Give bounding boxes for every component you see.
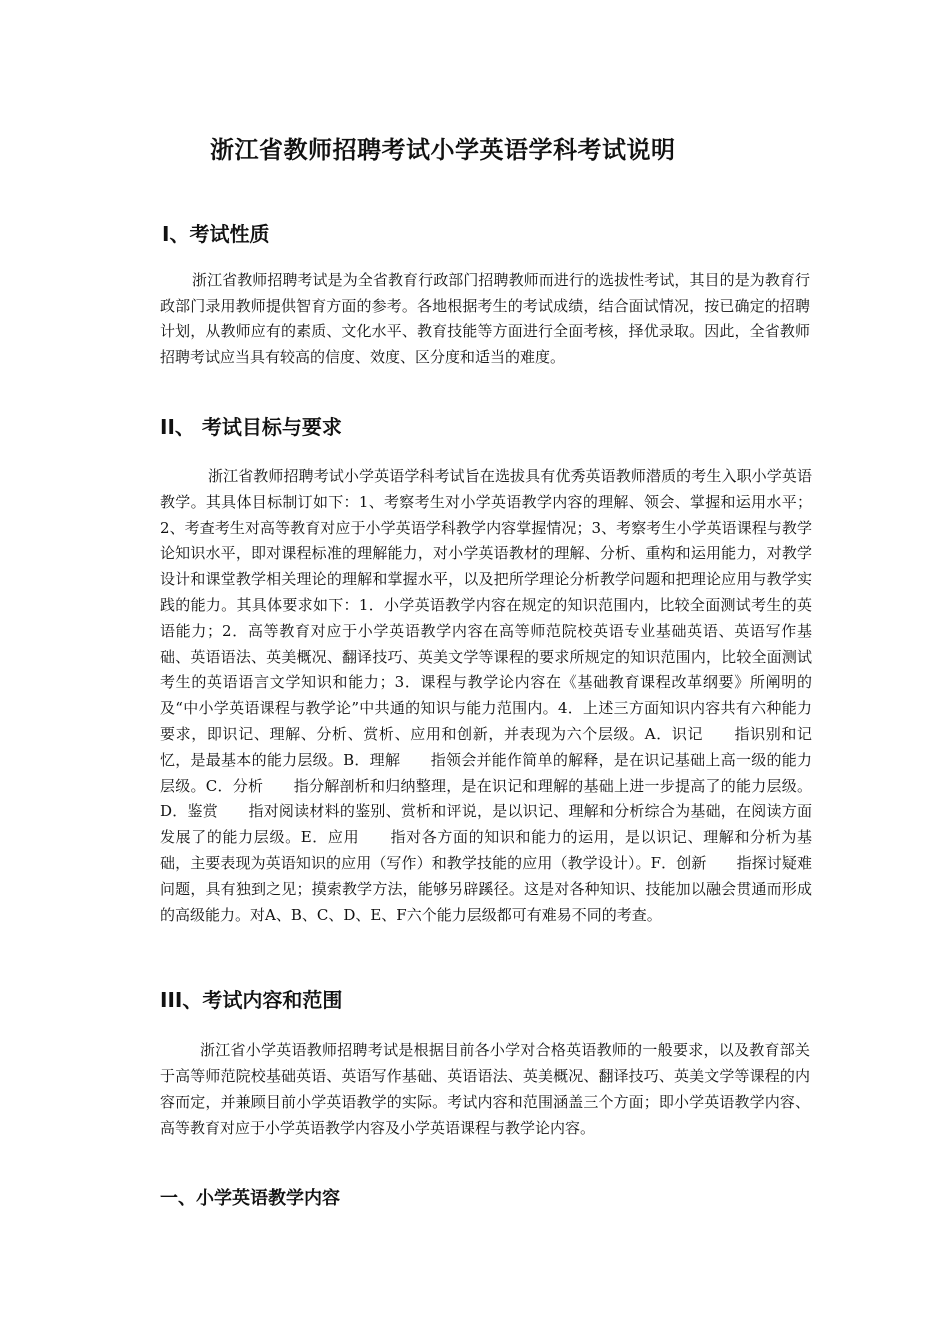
section-heading-exam-scope: III、考试内容和范围: [160, 988, 343, 1012]
section-heading-exam-nature: Ⅰ、考试性质: [162, 222, 270, 246]
section-body-exam-nature: 浙江省教师招聘考试是为全省教育行政部门招聘教师而进行的选拔性考试，其目的是为教育行政部门录用教师提供智育方面的参考。各地根据考生的考试成绩，结合面试情况，按已确定的招聘计划，从教师应有的素质、文化水平、教育技能等方面进行全面考核，择优录取。因此，全省教师招聘考试应当具有较高的信度、效度、区分度和适当的难度。: [160, 271, 810, 366]
section-body-exam-scope: 浙江省小学英语教师招聘考试是根据目前各小学对合格英语教师的一般要求，以及教育部关于高等师范院校基础英语、英语写作基础、英语语法、英美概况、翻译技巧、英美文学等课程的内容而定，并兼顾目前小学英语教学的实际。考试内容和范围涵盖三个方面；即小学英语教学内容、高等教育对应于小学英语教学内容及小学英语课程与教学论内容。: [160, 1041, 810, 1137]
section-heading-exam-goals: II、 考试目标与要求: [160, 415, 342, 439]
document-title: 浙江省教师招聘考试小学英语学科考试说明: [210, 136, 676, 164]
section-body-exam-goals: 浙江省教师招聘考试小学英语学科考试旨在选拔具有优秀英语教师潜质的考生入职小学英语教学。其具体目标制订如下：1、考察考生对小学英语教学内容的理解、领会、掌握和运用水平；2、考查考生对高等教育对应于小学英语学科教学内容掌握情况；3、考察考生小学英语课程与教学论知识水平，即对课程标准的理解能力，对小学英语教材的理解、分析、重构和运用能力，对教学设计和课堂教学相关理论的理解和掌握水平，以及把所学理论分析教学问题和把理论应用与教学实践的能力。其具体要求如下：1．小学英语教学内容在规定的知识范围内，比较全面测试考生的英语能力；2．高等教育对应于小学英语教学内容在高等师范院校英语专业基础英语、英语写作基础、英语语法、英美概况、翻译技巧、英美文学等课程的要求所规定的知识范围内，比较全面测试考生的英语语言文学知识和能力；3．课程与教学论内容在《基础教育课程改革纲要》所阐明的及“中小学英语课程与教学论”中共通的知识与能力范围内。4．上述三方面知识内容共有六种能力要求，即识记、理解、分析、赏析、应用和创新，并表现为六个层级。A．识记 指识别和记忆，是最基本的能力层级。B．理解 指领会并能作简单的解释，是在识记基础上高一级的能力层级。C．分析 指分解剖析和归纳整理，是在识记和理解的基础上进一步提高了的能力层级。D．鉴赏 指对阅读材料的鉴别、赏析和评说，是以识记、理解和分析综合为基础，在阅读方面发展了的能力层级。E．应用 指对各方面的知识和能力的运用，是以识记、理解和分析为基础，主要表现为英语知识的应用（写作）和教学技能的应用（教学设计）。F．创新 指探讨疑难问题，具有独到之见；摸索教学方法，能够另辟蹊径。这是对各种知识、技能加以融会贯通而形成的高级能力。对A、B、C、D、E、F六个能力层级都可有难易不同的考查。: [160, 467, 812, 924]
subsection-heading-primary-english-content: 一、小学英语教学内容: [160, 1188, 340, 1209]
